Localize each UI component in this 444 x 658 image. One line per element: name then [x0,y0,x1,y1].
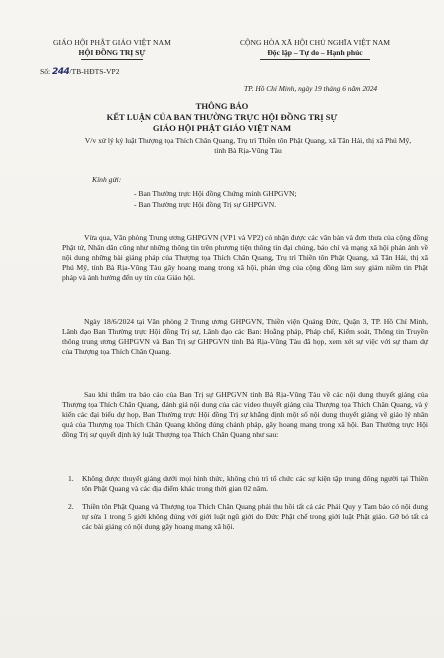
place-and-date: TP. Hồ Chí Minh, ngày 19 tháng 6 năm 2024 [244,84,378,93]
body-paragraph-3: Sau khi thẩm tra báo cáo của Ban Trị sự GHPGVN tỉnh Bà Rịa-Vũng Tàu về các nội dung thuyết giảng của Thượng tọa Thích Chân Quang, đánh giá nội dung của các video thuyết giảng của Thượng tọa Thích Chân Quang, và ý kiến các đại biểu dự họp, Ban Thường trực Hội đồng Trị sự khẳng định một số nội dung thuyết giảng về giáo lý nhân quả của Thượng tọa Thích Chân Quang không đúng chánh pháp, gây hoang mang trong xã hội. Ban Thường trực Hội đồng Trị sự quyết định kỷ luật Thượng tọa Thích Chân Quang như sau: [62,390,428,439]
decision-text: Thiền tôn Phật Quang và Thượng tọa Thích Chân Quang phải thu hồi tất cả các Phái Quy y Tam bảo có nội dung tự sửa 1 trong 5 giới không đúng với giới luật ngũ giới do Đức Phật chế trong giới luật Phật giáo. Gỡ bỏ tất cả các bài giảng có nội dung gây hoang mang xã hội. [82,502,428,531]
document-number [40,67,120,77]
title-line-3: GIÁO HỘI PHẬT GIÁO VIỆT NAM [152,122,292,133]
body-paragraph-1: Vừa qua, Văn phòng Trung ương GHPGVN (VP1 và VP2) có nhận được các văn bản và đơn thưa của cộng đồng Phật tử, Nhân dân cũng như những thông tin trên phương tiện thông tin đại chúng, báo chí và mạng xã hội phản ánh về nội dung những bài giảng pháp của Thượng tọa Thích Chân Quang, Trụ trì Thiền tôn Phật Quang, xã Tân Hải, thị xã Phú Mỹ, tỉnh Bà Rịa-Vũng Tàu gây hoang mang trong xã hội, phản ứng của cộng đồng làm suy giảm niềm tin Phật pháp và ảnh hưởng đến uy tín của Giáo hội. [62,233,428,282]
decision-list [62,474,428,532]
title-line-2: KẾT LUẬN CỦA BAN THƯỜNG TRỰC HỘI ĐỒNG TRỊ SỰ [106,111,338,122]
recipient-item: - Ban Thường trực Hội đồng Trị sự GHPGVN. [134,200,277,209]
national-motto: Độc lập – Tự do – Hạnh phúc [267,48,363,57]
issuer-header [22,38,202,60]
national-header [200,38,430,60]
decision-number: 2. [68,502,74,511]
document-number-handwritten: 244 [52,67,70,77]
issuer-org-name: GIÁO HỘI PHẬT GIÁO VIỆT NAM [52,38,172,47]
title-line-1: THÔNG BÁO [195,101,249,111]
recipient-item: - Ban Thường trực Hội đồng Chứng minh GHPGVN; [134,189,297,198]
national-name: CỘNG HÒA XÃ HỘI CHỦ NGHĨA VIỆT NAM [239,38,391,47]
decision-text: Không được thuyết giảng dưới mọi hình thức, không chủ trì tổ chức các sự kiện tập trung đông người tại Thiền tôn Phật Quang và các địa điểm khác trong thời gian 02 năm. [82,474,428,493]
issuer-underline [81,59,143,60]
motto-underline [260,59,370,60]
body-paragraph-2: Ngày 18/6/2024 tại Văn phòng 2 Trung ương GHPGVN, Thiền viện Quảng Đức, Quận 3, TP. Hồ Chí Minh, Lãnh đạo Ban Thường trực Hội đồng Trị sự, Lãnh đạo các Ban: Hoằng pháp, Pháp chế, Kiểm soát, Thông tin Truyền thông trung ương GHPGVN và Ban Trị sự GHPGVN tỉnh Bà Rịa-Vũng Tàu đã họp, xem xét sự việc với sự tham dự của Thượng tọa Thích Chân Quang. [62,317,428,356]
recipient-list [134,188,297,210]
document-number-suffix: /TB-HĐTS-VP2 [69,67,120,76]
decision-number: 1. [68,474,74,483]
decision-item [62,474,428,494]
subject-line: V/v xử lý kỷ luật Thượng tọa Thích Chân Quang, Trụ trì Thiền tôn Phật Quang, xã Tân Hải, thị xã Phú Mỹ, tỉnh Bà Rịa-Vũng Tàu [84,136,412,155]
issuer-council-name: HỘI ĐỒNG TRỊ SỰ [78,48,146,57]
document-number-prefix: Số: [40,67,53,76]
decision-item [62,502,428,532]
greeting: Kính gửi: [92,175,122,184]
document-title [0,101,444,133]
